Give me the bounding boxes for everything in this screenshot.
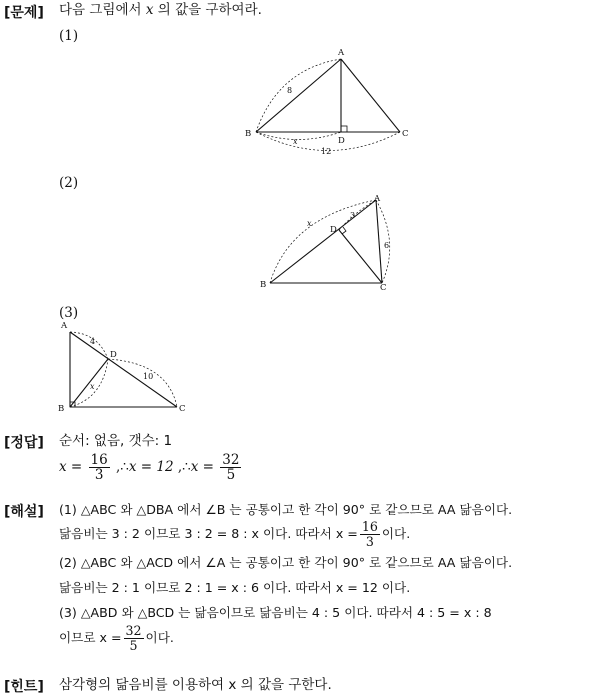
fig3-len-dc: 10	[143, 372, 154, 381]
answer-x2: x = 12	[128, 459, 174, 475]
expl-p1-frac-den: 3	[365, 534, 374, 549]
fig2-len-ad: 3	[350, 211, 356, 220]
figure-1	[238, 44, 413, 159]
fig2-side-ac	[376, 200, 382, 283]
part-label-1: (1)	[59, 28, 79, 44]
expl-p3-frac-num: 32	[125, 623, 142, 638]
fig2-side-ab	[270, 200, 376, 283]
answer-x3-var: x	[190, 459, 199, 475]
fig1-label-b: B	[245, 129, 252, 139]
expl-p3-line2	[59, 620, 174, 656]
expl-p3-frac	[124, 624, 144, 653]
fig3-len-x: x	[90, 382, 95, 391]
expl-p3-frac-den: 5	[129, 638, 138, 653]
hint-text: 삼각형의 닮음비를 이용하여 x 의 값을 구한다.	[59, 677, 332, 693]
fig2-label-c: C	[380, 283, 387, 292]
instruction-text-1: 다음 그림에서	[59, 2, 146, 18]
answer-tag: [정답]	[4, 435, 44, 451]
expl-p1-frac	[360, 520, 380, 549]
answer-sep-2: ,∴	[173, 459, 191, 475]
fig3-len-ad: 4	[90, 337, 96, 346]
explanation-tag: [해설]	[4, 504, 44, 520]
part-label-3: (3)	[59, 305, 79, 321]
answer-frac-3	[220, 453, 241, 482]
fig1-label-d: D	[338, 136, 345, 146]
fig2-segment-dc	[339, 230, 382, 283]
expl-p1-line1: (1) △ABC 와 △DBA 에서 ∠B 는 공통이고 한 각이 90° 로 같으므로 AA 닮음이다.	[59, 502, 513, 517]
fig1-label-c: C	[402, 129, 409, 139]
fig3-side-ac	[70, 332, 177, 407]
instruction-var: x	[145, 2, 154, 18]
fig2-label-d: D	[330, 225, 337, 235]
expl-p2-line1: (2) △ABC 와 △ACD 에서 ∠A 는 공통이고 한 각이 90° 로 같으므로 AA 닮음이다.	[59, 555, 513, 570]
answer-frac-1	[89, 453, 110, 482]
fig1-len-bc: 12	[321, 147, 332, 156]
expl-p1-line2	[59, 516, 410, 552]
fig1-side-ac	[341, 59, 400, 132]
fig3-label-d: D	[110, 350, 117, 360]
expl-p2-line2: 닮음비는 2 : 1 이므로 2 : 1 = x : 6 이다. 따라서 x = 12 이다.	[59, 580, 411, 595]
answer-frac-3-den: 5	[226, 466, 236, 483]
hint-tag: [힌트]	[4, 679, 44, 695]
figure-2	[250, 192, 405, 292]
problem-tag: [문제]	[4, 5, 44, 21]
expl-p1-frac-num: 16	[361, 519, 378, 534]
fig3-segment-bd	[70, 359, 108, 407]
fig2-label-a: A	[374, 194, 381, 204]
instruction-text-2: 의 값을 구하여라.	[153, 2, 262, 18]
fig2-len-ac: 6	[384, 241, 390, 250]
fig1-side-ab	[256, 59, 341, 132]
fig1-arc-bd	[256, 132, 341, 140]
fig3-label-a: A	[61, 321, 68, 331]
problem-instruction	[59, 0, 262, 20]
answer-sep-1: ,∴	[111, 459, 129, 475]
answer-frac-1-den: 3	[94, 466, 104, 483]
part-label-2: (2)	[59, 175, 79, 191]
answer-meta: 순서: 없음, 갯수: 1	[59, 433, 173, 449]
fig2-label-b: B	[260, 280, 267, 290]
expl-p3-line1: (3) △ABD 와 △BCD 는 닮음이므로 닮음비는 4 : 5 이다. 따라서 4 : 5 = x : 8	[59, 605, 492, 620]
fig1-len-x: x	[293, 137, 298, 146]
fig2-len-x: x	[307, 219, 312, 228]
fig3-label-b: B	[58, 404, 65, 414]
answer-values: x = $\frac{16}{3}$ ,∴x = 12 ,∴x = $\frac{32}{5}$	[59, 451, 240, 483]
answer-frac-3-num: 32	[222, 451, 240, 468]
figure-3	[58, 318, 193, 418]
fig1-len-ab: 8	[287, 86, 293, 95]
answer-frac-1-num: 16	[90, 451, 108, 468]
expl-p1-line2-post: 이다.	[381, 526, 411, 541]
fig2-right-angle	[342, 227, 346, 234]
expl-p1-line2-pre: 닮음비는 3 : 2 이므로 3 : 2 = 8 : x 이다. 따라서 x =	[59, 526, 358, 541]
answer-x1-var: x	[59, 459, 67, 475]
fig3-label-c: C	[179, 404, 186, 414]
fig1-label-a: A	[338, 48, 345, 58]
expl-p3-line2-post: 이다.	[145, 630, 174, 645]
expl-p3-line2-pre: 이므로 x =	[59, 630, 122, 645]
fig1-right-angle	[341, 126, 347, 132]
